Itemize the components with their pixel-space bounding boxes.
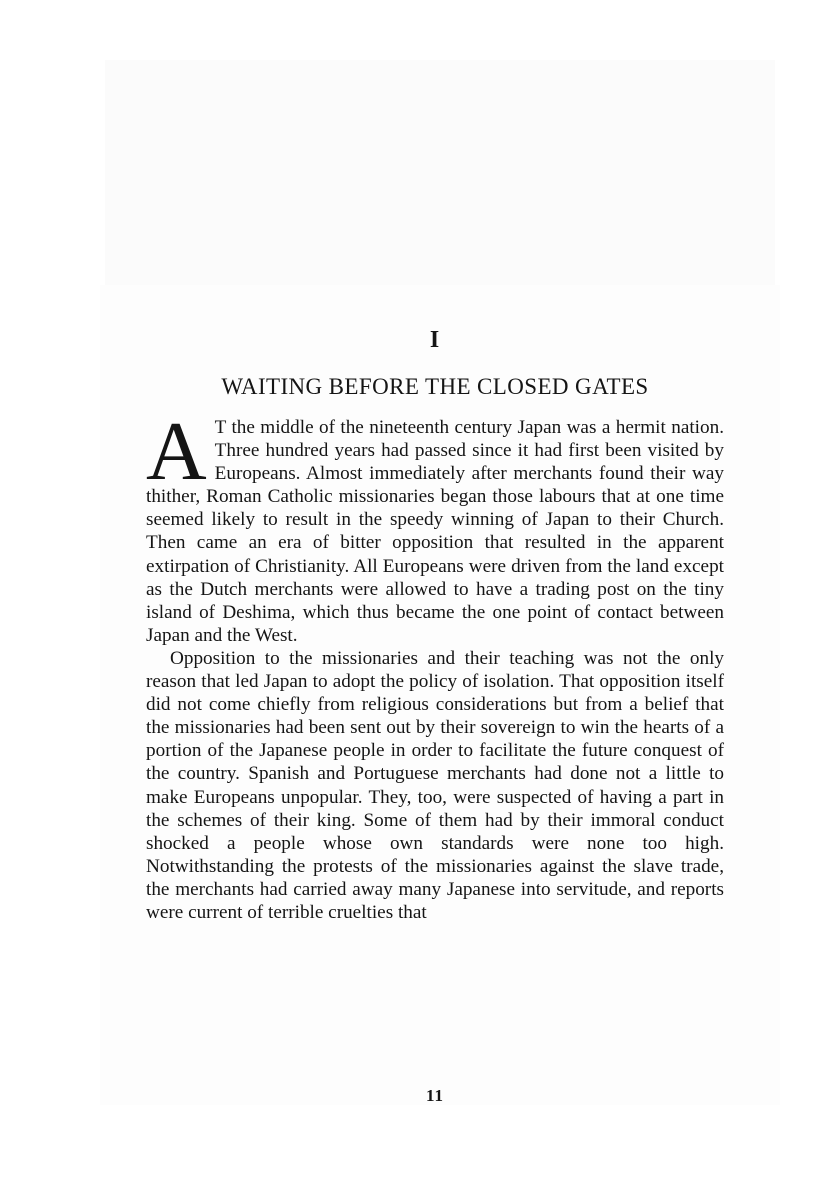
chapter-body <box>146 405 724 924</box>
paragraph-2-text: Opposition to the missionaries and their teaching was not the only reason that led Japan to adopt the policy of isolation. That opposition itself did not come chiefly from religious considerations but from a belief that the missionaries had been sent out by their sovereign to win the hearts of a portion of the Japanese people in order to facilitate the future conquest of the country. Spanish and Portuguese merchants had done not a little to make Europeans unpopular. They, too, were suspected of having a part in the schemes of their king. Some of them had by their immoral conduct shocked a people whose own standards were none too high. Notwithstanding the protests of the missionaries against the slave trade, the merchants had carried away many Japanese into servitude, and reports were current of terrible cruelties that <box>146 647 724 923</box>
chapter-number: I <box>429 327 441 353</box>
scan-background-upper <box>105 60 775 285</box>
book-page <box>146 318 724 1105</box>
paragraph-1-text: T the middle of the nineteenth century Japan was a hermit nation. Three hundred years had passed since it had first been visited by Europeans. Almost immediately after merchants found their way thither, Roman Catholic missionaries began those labours that at one time seemed likely to result in the speedy winning of Japan to their Church. Then came an era of bitter opposition that resulted in the apparent extirpation of Christianity. All Europeans were driven from the land except as the Dutch merchants were allowed to have a trading post on the tiny island of Deshima, which thus became the one point of contact between Japan and the West. <box>146 417 724 646</box>
paragraph-2 <box>146 647 724 924</box>
page-number: 11 <box>425 1086 445 1105</box>
chapter-title: WAITING BEFORE THE CLOSED GATES <box>221 374 649 399</box>
drop-cap: A <box>146 405 207 498</box>
paragraph-1 <box>146 405 724 647</box>
